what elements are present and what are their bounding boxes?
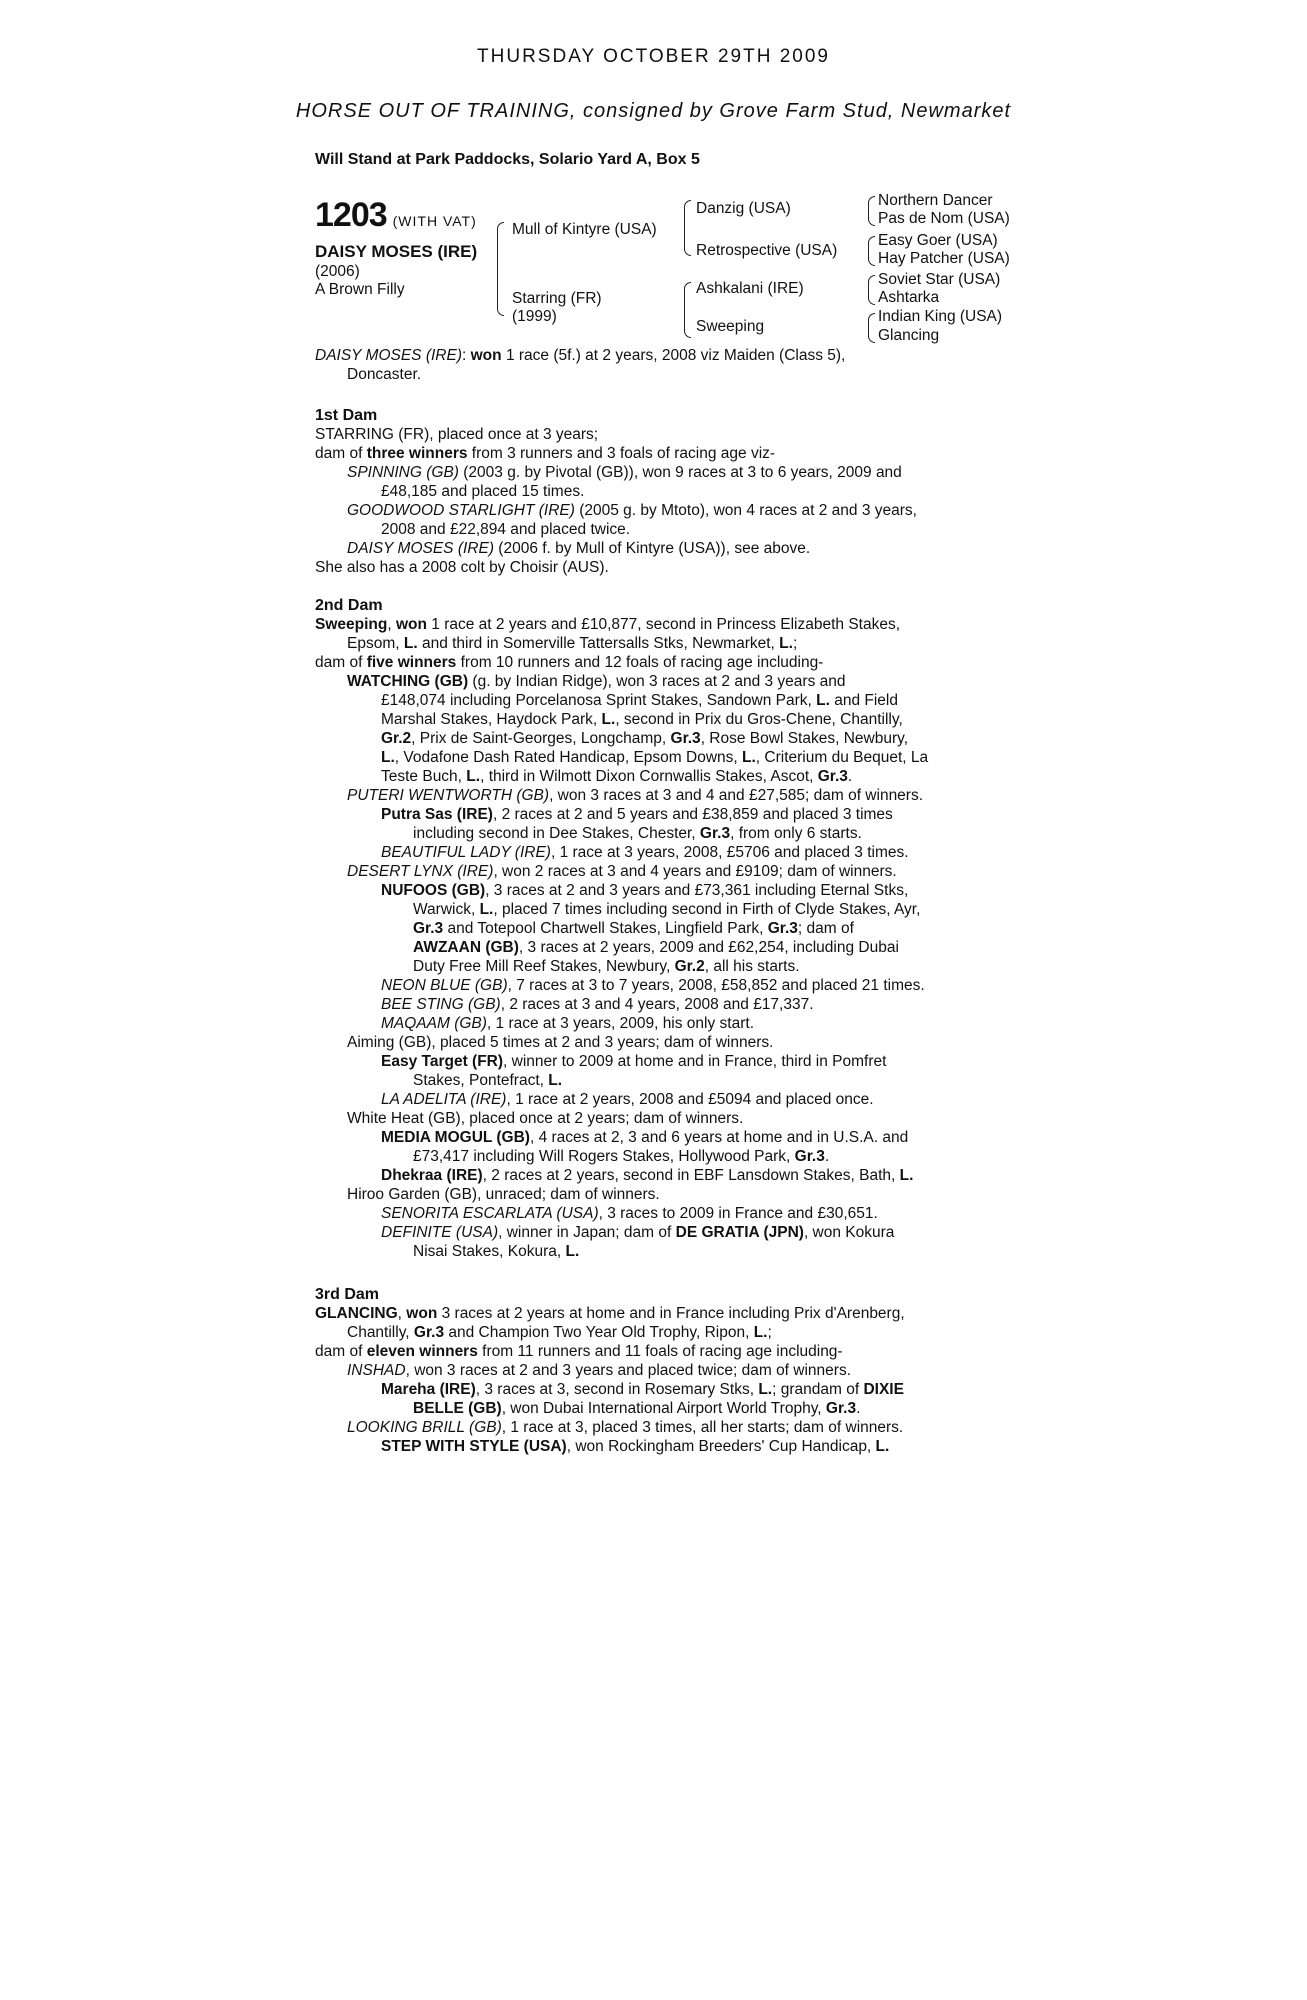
pedigree-brace-g2 — [868, 236, 875, 266]
text: ; — [767, 1324, 772, 1341]
text: (2005 g. by Mtoto), won 4 races at 2 and 3 years, — [574, 502, 917, 519]
text: DEFINITE (USA) — [381, 1224, 499, 1241]
text: NEON BLUE (GB) — [381, 977, 508, 994]
text: , third in Wilmott Dixon Cornwallis Stakes, Ascot, — [480, 768, 818, 785]
text: Aiming (GB), placed 5 times at 2 and 3 years; dam of winners. — [347, 1034, 774, 1051]
second-dam-line — [315, 1185, 995, 1204]
second-dam-line — [315, 1071, 995, 1090]
text: Gr.3 — [825, 1400, 857, 1417]
text: £73,417 including Will Rogers Stakes, Hollywood Park, — [413, 1148, 795, 1165]
text: Gr.3 — [817, 768, 848, 785]
text: INSHAD — [347, 1362, 406, 1379]
pedigree-dam-year: (1999) — [512, 308, 557, 325]
second-dam-line — [315, 900, 995, 919]
pedigree-sire-dam: Retrospective (USA) — [696, 242, 838, 259]
text: dam of — [315, 445, 367, 462]
text: L. — [753, 1324, 768, 1341]
text: MEDIA MOGUL (GB) — [381, 1129, 530, 1146]
third-dam-line — [315, 1418, 995, 1437]
pedigree-brace-dam — [684, 282, 691, 338]
consignment-line: HORSE OUT OF TRAINING, consigned by Grove Farm Stud, Newmarket — [295, 100, 1012, 122]
text: , 2 races at 3 and 4 years, 2008 and £17,337. — [500, 996, 814, 1013]
text: , 7 races at 3 to 7 years, 2008, £58,852 and placed 21 times. — [507, 977, 925, 994]
second-dam-line — [315, 1242, 995, 1261]
pedigree-dam-sire: Ashkalani (IRE) — [696, 280, 804, 297]
text: L. — [479, 901, 494, 918]
text: GLANCING — [315, 1305, 398, 1322]
text: , 2 races at 2 and 5 years and £38,859 and placed 3 times — [492, 806, 893, 823]
pedigree-dam: Starring (FR) — [512, 290, 602, 307]
second-dam-line — [315, 843, 995, 862]
progeny-name: GOODWOOD STARLIGHT (IRE) — [347, 502, 575, 519]
third-dam-section — [315, 1263, 995, 1456]
text: , 1 race at 2 years, 2008 and £5094 and placed once. — [506, 1091, 874, 1108]
text: and Totepool Chartwell Stakes, Lingfield Park, — [443, 920, 768, 937]
second-dam-heading: 2nd Dam — [315, 597, 383, 614]
first-dam-heading: 1st Dam — [315, 407, 378, 424]
text: Epsom, — [347, 635, 404, 652]
second-dam-line — [315, 862, 995, 881]
text: Gr.2 — [674, 958, 705, 975]
pedigree-g3: Easy Goer (USA) — [878, 232, 998, 249]
pedigree-g8: Glancing — [878, 327, 940, 344]
pedigree-g2: Pas de Nom (USA) — [878, 210, 1010, 227]
text: Putra Sas (IRE) — [381, 806, 493, 823]
text: . — [847, 768, 853, 785]
text: L. — [548, 1072, 563, 1089]
text: , won 2 races at 3 and 4 years and £9109; dam of winners. — [493, 863, 897, 880]
text: Dhekraa (IRE) — [381, 1167, 483, 1184]
text: , 1 race at 3 years, 2008, £5706 and placed 3 times. — [550, 844, 909, 861]
text: from 11 runners and 11 foals of racing age including- — [477, 1343, 843, 1360]
text: Duty Free Mill Reef Stakes, Newbury, — [413, 958, 675, 975]
progeny-name: SPINNING (GB) — [347, 464, 459, 481]
text: L. — [816, 692, 830, 709]
third-dam-line — [315, 1304, 995, 1323]
text: Mareha (IRE) — [381, 1381, 476, 1398]
second-dam-line — [315, 786, 995, 805]
text: , won Rockingham Breeders' Cup Handicap, — [566, 1438, 876, 1455]
second-dam-line — [315, 1204, 995, 1223]
text: , 2 races at 2 years, second in EBF Lansdown Stakes, Bath, — [482, 1167, 900, 1184]
text: DESERT LYNX (IRE) — [347, 863, 494, 880]
text: and third in Somerville Tattersalls Stks, Newmarket, — [417, 635, 780, 652]
pedigree-brace-g3 — [868, 275, 875, 305]
first-dam-line — [315, 444, 995, 463]
text: L. — [875, 1438, 890, 1455]
text: Gr.3 — [670, 730, 701, 747]
summary-text: 1 race (5f.) at 2 years, 2008 viz Maiden (Class 5), — [505, 347, 846, 364]
text: three winners — [366, 445, 468, 462]
text: BELLE (GB) — [413, 1400, 502, 1417]
text: DIXIE — [863, 1381, 904, 1398]
second-dam-line — [315, 729, 995, 748]
text: She also has a 2008 colt by Choisir (AUS). — [315, 559, 609, 576]
first-dam-section — [315, 384, 995, 577]
second-dam-line — [315, 767, 995, 786]
progeny-name: DAISY MOSES (IRE) — [347, 540, 494, 557]
text: Stakes, Pontefract, — [413, 1072, 549, 1089]
text: Gr.2 — [381, 730, 412, 747]
text: (2003 g. by Pivotal (GB)), won 9 races at 3 to 6 years, 2009 and — [458, 464, 902, 481]
text: BEAUTIFUL LADY (IRE) — [381, 844, 551, 861]
second-dam-line — [315, 1052, 995, 1071]
text: , Rose Bowl Stakes, Newbury, — [700, 730, 909, 747]
second-dam-line — [315, 976, 995, 995]
text: , 1 race at 3, placed 3 times, all her starts; dam of winners. — [501, 1419, 904, 1436]
second-dam-line — [315, 1090, 995, 1109]
pedigree-brace-g1 — [868, 196, 875, 226]
horse-description: A Brown Filly — [315, 281, 405, 298]
text: won — [406, 1305, 438, 1322]
text: , second in Prix du Gros-Chene, Chantilly, — [615, 711, 903, 728]
text: BEE STING (GB) — [381, 996, 501, 1013]
text: MAQAAM (GB) — [381, 1015, 487, 1032]
text: ; — [792, 635, 798, 652]
text: , Vodafone Dash Rated Handicap, Epsom Downs, — [394, 749, 743, 766]
second-dam-line — [315, 919, 995, 938]
text: SENORITA ESCARLATA (USA) — [381, 1205, 599, 1222]
text: , winner to 2009 at home and in France, third in Pomfret — [503, 1053, 887, 1070]
text: STARRING (FR), placed once at 3 years; — [315, 426, 599, 443]
third-dam-line — [315, 1323, 995, 1342]
summary-horse-name: DAISY MOSES (IRE) — [315, 347, 462, 364]
text: . — [856, 1400, 861, 1417]
first-dam-line — [315, 482, 995, 501]
text: WATCHING (GB) — [347, 673, 469, 690]
second-dam-line — [315, 1109, 995, 1128]
text: £48,185 and placed 15 times. — [381, 483, 585, 500]
text: . — [824, 1148, 830, 1165]
text: , won Dubai International Airport World Trophy, — [501, 1400, 826, 1417]
text: Easy Target (FR) — [381, 1053, 504, 1070]
second-dam-line — [315, 634, 995, 653]
text: (g. by Indian Ridge), won 3 races at 2 and 3 years and — [468, 673, 846, 690]
second-dam-line — [315, 1166, 995, 1185]
first-dam-line — [315, 463, 995, 482]
third-dam-line — [315, 1361, 995, 1380]
text: L. — [565, 1243, 580, 1260]
text: STEP WITH STYLE (USA) — [381, 1438, 567, 1455]
text: DE GRATIA (JPN) — [675, 1224, 804, 1241]
text: L. — [601, 711, 616, 728]
text: White Heat (GB), placed once at 2 years; dam of winners. — [347, 1110, 744, 1127]
text: , placed 7 times including second in Firth of Clyde Stakes, Ayr, — [493, 901, 921, 918]
text: 1 race at 2 years and £10,877, second in Princess Elizabeth Stakes, — [426, 616, 901, 633]
text: Gr.3 — [767, 920, 798, 937]
text: Nisai Stakes, Kokura, — [413, 1243, 566, 1260]
text: L. — [779, 635, 793, 652]
text: Gr.3 — [794, 1148, 825, 1165]
text: , won 3 races at 2 and 3 years and placed twice; dam of winners. — [405, 1362, 852, 1379]
first-dam-line — [315, 520, 995, 539]
text: , 3 races at 2 and 3 years and £73,361 including Eternal Stks, — [485, 882, 909, 899]
second-dam-line — [315, 710, 995, 729]
pedigree-sire-sire: Danzig (USA) — [696, 200, 791, 217]
text: ; grandam of — [772, 1381, 864, 1398]
text: , Criterium du Bequet, La — [755, 749, 929, 766]
pedigree-g1: Northern Dancer — [878, 192, 993, 209]
text: Gr.3 — [699, 825, 731, 842]
lot-number: 1203 — [315, 196, 387, 234]
pedigree-g4: Hay Patcher (USA) — [878, 250, 1010, 267]
text: L. — [381, 749, 395, 766]
text: dam of — [315, 654, 367, 671]
third-dam-heading: 3rd Dam — [315, 1286, 380, 1303]
text: LOOKING BRILL (GB) — [347, 1419, 502, 1436]
third-dam-line — [315, 1437, 995, 1456]
second-dam-line — [315, 881, 995, 900]
second-dam-line — [315, 957, 995, 976]
text: eleven winners — [366, 1343, 478, 1360]
pedigree-brace-main — [497, 222, 504, 316]
text: , won 3 races at 3 and 4 and £27,585; dam of winners. — [549, 787, 924, 804]
second-dam-line — [315, 805, 995, 824]
horse-year: (2006) — [315, 263, 360, 280]
second-dam-line — [315, 824, 995, 843]
text: won — [395, 616, 427, 633]
text: Gr.3 — [413, 1324, 445, 1341]
second-dam-line — [315, 1128, 995, 1147]
stand-location: Will Stand at Park Paddocks, Solario Yard A, Box 5 — [315, 151, 700, 168]
text: Sweeping — [315, 616, 388, 633]
second-dam-line — [315, 1147, 995, 1166]
text: AWZAAN (GB) — [413, 939, 519, 956]
text: £148,074 including Porcelanosa Sprint Stakes, Sandown Park, — [381, 692, 817, 709]
second-dam-line — [315, 1223, 995, 1242]
text: , 3 races at 2 years, 2009 and £62,254, including Dubai — [518, 939, 899, 956]
second-dam-line — [315, 995, 995, 1014]
first-dam-line — [315, 539, 995, 558]
vat-note: (WITH VAT) — [392, 213, 477, 229]
horse-name: DAISY MOSES (IRE) — [315, 242, 478, 261]
text: , winner in Japan; dam of — [498, 1224, 676, 1241]
text: (2006 f. by Mull of Kintyre (USA)), see above. — [494, 540, 811, 557]
text: , 4 races at 2, 3 and 6 years at home and in U.S.A. and — [529, 1129, 909, 1146]
second-dam-line — [315, 615, 995, 634]
catalogue-date: THURSDAY OCTOBER 29TH 2009 — [477, 46, 830, 67]
text: Chantilly, — [347, 1324, 414, 1341]
second-dam-line — [315, 653, 995, 672]
text: , won Kokura — [803, 1224, 895, 1241]
text: and Field — [829, 692, 898, 709]
pedigree-brace-g4 — [868, 313, 875, 343]
second-dam-line — [315, 691, 995, 710]
summary-text-2: Doncaster. — [347, 366, 422, 383]
text: Gr.3 — [413, 920, 444, 937]
pedigree-g5: Soviet Star (USA) — [878, 271, 1001, 288]
third-dam-line — [315, 1342, 995, 1361]
text: L. — [758, 1381, 773, 1398]
second-dam-section — [315, 574, 995, 1261]
text: , — [397, 1305, 407, 1322]
text: , from only 6 starts. — [730, 825, 862, 842]
text: Hiroo Garden (GB), unraced; dam of winners. — [347, 1186, 660, 1203]
text: , 1 race at 3 years, 2009, his only start. — [486, 1015, 755, 1032]
text: , 3 races at 3, second in Rosemary Stks, — [475, 1381, 759, 1398]
text: including second in Dee Stakes, Chester, — [413, 825, 700, 842]
text: L. — [899, 1167, 914, 1184]
second-dam-line — [315, 1014, 995, 1033]
race-summary — [315, 346, 995, 384]
first-dam-line — [315, 425, 995, 444]
text: 2008 and £22,894 and placed twice. — [381, 521, 631, 538]
text: Warwick, — [413, 901, 480, 918]
text: NUFOOS (GB) — [381, 882, 486, 899]
text: , all his starts. — [704, 958, 800, 975]
text: , 3 races to 2009 in France and £30,651. — [598, 1205, 878, 1222]
text: L. — [466, 768, 481, 785]
third-dam-line — [315, 1399, 995, 1418]
text: Marshal Stakes, Haydock Park, — [381, 711, 602, 728]
summary-line — [315, 365, 995, 384]
text: ; dam of — [797, 920, 854, 937]
second-dam-line — [315, 1033, 995, 1052]
text: and Champion Two Year Old Trophy, Ripon, — [444, 1324, 754, 1341]
summary-won: won — [470, 347, 502, 364]
pedigree-dam-dam: Sweeping — [696, 318, 765, 335]
pedigree-g6: Ashtarka — [878, 289, 940, 306]
text: , Prix de Saint-Georges, Longchamp, — [411, 730, 671, 747]
text: LA ADELITA (IRE) — [381, 1091, 507, 1108]
pedigree-g7: Indian King (USA) — [878, 308, 1003, 325]
text: L. — [403, 635, 418, 652]
summary-line: DAISY MOSES (IRE): won 1 race (5f.) at 2 years, 2008 viz Maiden (Class 5), — [315, 347, 846, 364]
second-dam-line — [315, 748, 995, 767]
pedigree-brace-sire — [684, 200, 691, 256]
pedigree-sire: Mull of Kintyre (USA) — [512, 221, 657, 238]
text: PUTERI WENTWORTH (GB) — [347, 787, 550, 804]
text: 3 races at 2 years at home and in France including Prix d'Arenberg, — [437, 1305, 905, 1322]
text: from 10 runners and 12 foals of racing age including- — [456, 654, 824, 671]
text: five winners — [366, 654, 457, 671]
text: from 3 runners and 3 foals of racing age viz- — [467, 445, 776, 462]
first-dam-line — [315, 501, 995, 520]
text: Teste Buch, — [381, 768, 467, 785]
text: dam of — [315, 1343, 367, 1360]
text: , — [387, 616, 396, 633]
text: L. — [742, 749, 756, 766]
lot-number-block — [315, 196, 477, 235]
second-dam-line — [315, 938, 995, 957]
third-dam-line — [315, 1380, 995, 1399]
second-dam-line — [315, 672, 995, 691]
